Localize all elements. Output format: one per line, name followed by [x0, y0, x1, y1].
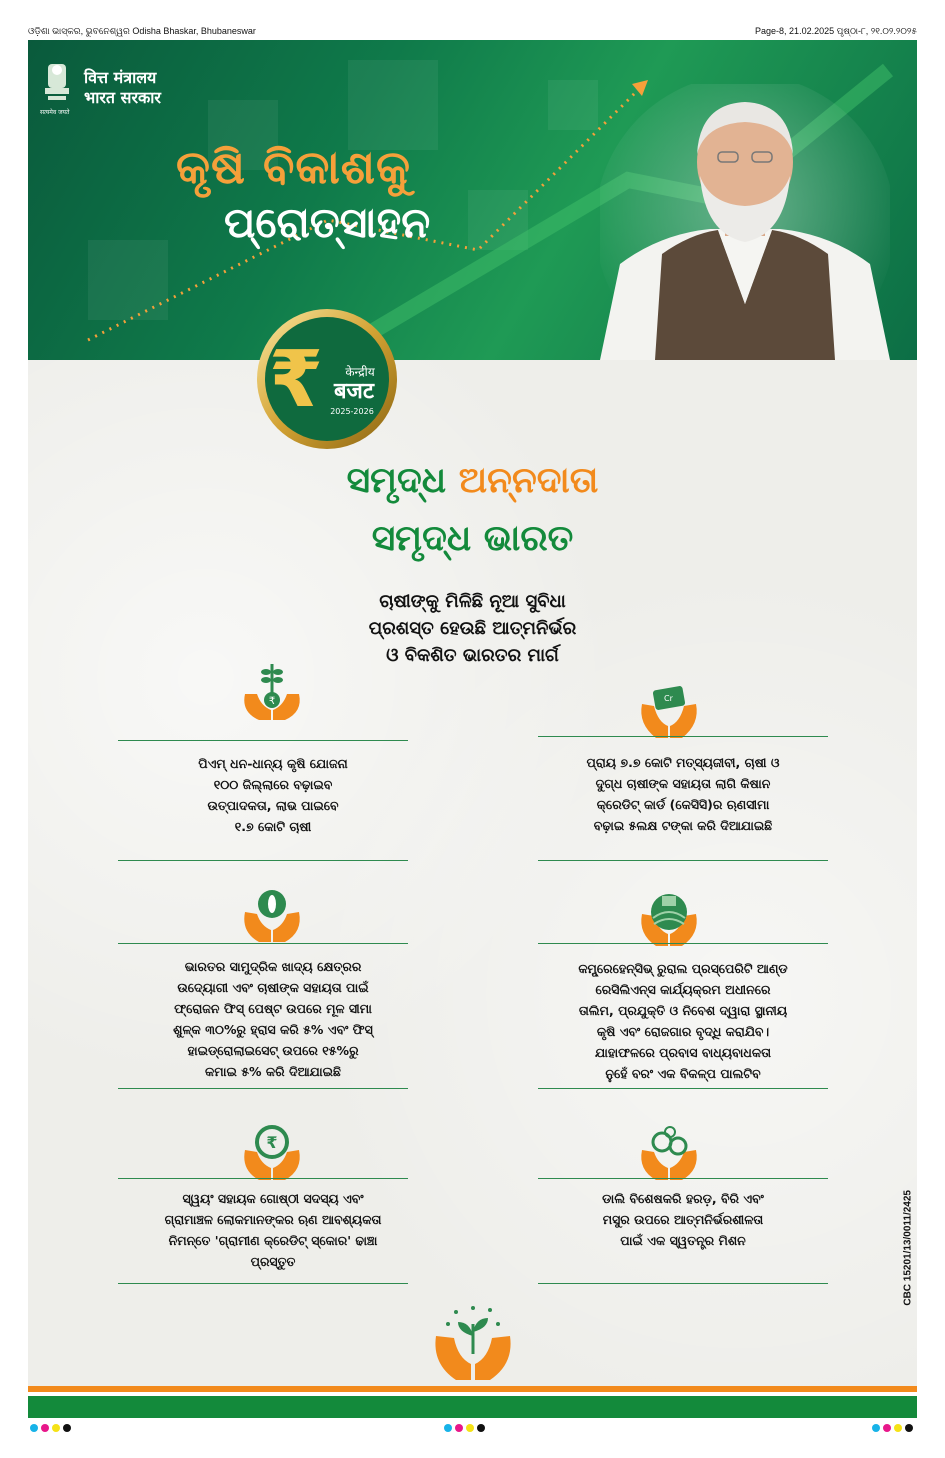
advertisement — [28, 40, 917, 1418]
divider — [538, 1088, 828, 1089]
svg-text:₹: ₹ — [266, 1133, 278, 1152]
budget-word: बजट — [334, 379, 374, 404]
budget-year: 2025-2026 — [330, 407, 374, 416]
budget-small-label: केन्द्रीय — [345, 365, 375, 379]
divider — [118, 1283, 408, 1284]
rupee-score-icon — [237, 1120, 307, 1182]
national-emblem-icon — [42, 58, 72, 106]
union-budget-badge — [256, 308, 398, 450]
divider — [538, 1283, 828, 1284]
tagline-line2: ସମୃଦ୍ଧ ଭାରତ — [371, 518, 574, 559]
newspaper-name: ଓଡ଼ିଶା ଭାସ୍କର, ଭୁବନେଶ୍ୱର Odisha Bhaskar, Bhubaneswar — [28, 26, 256, 36]
headline-line2: ପ୍ରୋତ୍ସାହନ — [224, 198, 431, 247]
divider — [538, 943, 828, 944]
svg-text:Cr: Cr — [664, 694, 673, 703]
wheat-rupee-icon — [237, 660, 307, 722]
svg-text:₹: ₹ — [268, 696, 276, 707]
item-text-6: ଡାଲି ବିଶେଷକରି ହରଡ଼, ବିରି ଏବଂ ମସୁର ଉପରେ ଆତ୍ମନିର୍ଭରଶୀଳତା ପାଇଁ ଏକ ସ୍ୱତନ୍ତ୍ର ମିଶନ — [602, 1191, 764, 1248]
tagline-line1: ସମୃଦ୍ଧ ଅନ୍ନଦାତା — [346, 460, 599, 501]
page-date: Page-8, 21.02.2025 ପୃଷ୍ଠା-୮, ୨୧.୦୨.୨୦୨୫ — [755, 26, 917, 36]
divider — [118, 943, 408, 944]
subtitle: ଚାଷୀଙ୍କୁ ମିଳିଛି ନୂଆ ସୁବିଧା ପ୍ରଶସ୍ତ ହେଉଛି ଆତ୍ମନିର୍ଭର ଓ ବିକଶିତ ଭାରତର ମାର୍ଗ — [368, 591, 577, 666]
registration-dots-right — [872, 1424, 913, 1432]
cbc-code: CBC 15201/13/0011/2425 — [903, 1190, 914, 1306]
ministry-name: वित्त मंत्रालय भारत सरकार — [84, 68, 161, 107]
farmland-icon — [634, 888, 704, 950]
newspaper-header — [28, 26, 917, 40]
fish-icon — [237, 882, 307, 944]
sapling-hands-icon — [428, 1302, 518, 1382]
divider — [118, 1178, 408, 1179]
divider — [118, 740, 408, 741]
registration-dots-left — [30, 1424, 71, 1432]
divider — [538, 736, 828, 737]
divider — [538, 1178, 828, 1179]
item-text-1: ପିଏମ୍ ଧନ-ଧାନ୍ୟ କୃଷି ଯୋଜନା ୧୦୦ ଜିଲ୍ଲାରେ ବଢ଼ାଇବ ଉତ୍ପାଦକତା, ଲାଭ ପାଇବେ ୧.୭ କୋଟି ଚାଷୀ — [198, 756, 348, 834]
divider — [538, 860, 828, 861]
green-stripe — [28, 1396, 917, 1418]
motto-text: सत्यमेव जयते — [40, 109, 70, 116]
item-text-4: କମ୍ପ୍ରେହେନ୍ସିଭ୍ ରୁରାଲ ପ୍ରସ୍ପେରିଟି ଆଣ୍ଡ ରେସିଲିଏନ୍ସ କାର୍ଯ୍ୟକ୍ରମ ଅଧୀନରେ ତାଲିମ, ପ୍ରଯୁକ୍ତି ଓ ନିବେଶ ଦ୍ୱାରା ସ୍ଥାନୀୟ କୃଷି ଏବଂ ରୋଜଗାର ବୃଦ୍ଧି କରାଯିବ। ଯାହାଫଳରେ ପ୍ରବାସ ବାଧ୍ୟବାଧକତା ନୁହେଁ ବରଂ ଏକ ବିକଳ୍ପ ପାଲଟିବ — [578, 961, 788, 1081]
top-banner — [28, 40, 917, 360]
rupee-symbol: ₹ — [268, 335, 324, 425]
item-text-2: ପ୍ରାୟ ୭.୭ କୋଟି ମତ୍ସ୍ୟଜୀବୀ, ଚାଷୀ ଓ ଦୁଗ୍ଧ ଚାଷୀଙ୍କ ସହାୟତା ଲାଗି କିଷାନ କ୍ରେଡିଟ୍ କାର୍ଡ (କେସିସି)ର ଋଣସୀମା ବଢ଼ାଇ ୫ଲକ୍ଷ ଟଙ୍କା କରି ଦିଆଯାଇଛି — [586, 755, 780, 833]
divider — [118, 860, 408, 861]
divider — [118, 1088, 408, 1089]
credit-card-icon — [634, 680, 704, 742]
item-text-5: ସ୍ୱୟଂ ସହାୟକ ଗୋଷ୍ଠୀ ସଦସ୍ୟ ଏବଂ ଗ୍ରାମାଞ୍ଚଳ ଲୋକମାନଙ୍କର ଋଣ ଆବଶ୍ୟକତା ନିମନ୍ତେ 'ଗ୍ରାମୀଣ କ୍ରେଡିଟ୍ ସ୍କୋର' ଢାଞ୍ଚା ପ୍ରସ୍ତୁତ — [164, 1191, 382, 1269]
pulses-icon — [634, 1120, 704, 1182]
item-text-3: ଭାରତର ସାମୁଦ୍ରିକ ଖାଦ୍ୟ କ୍ଷେତ୍ରର ଉଦ୍ୟୋଗୀ ଏବଂ ଚାଷୀଙ୍କ ସହାୟତା ପାଇଁ ଫ୍ରୋଜନ ଫିସ୍ ପେଷ୍ଟ ଉପରେ ମୂଳ ସୀମା ଶୁଳ୍କ ୩୦%ରୁ ହ୍ରାସ କରି ୫% ଏବଂ ଫିସ୍ ହାଇଡ୍ରୋଲାଇସେଟ୍ ଉପରେ ୧୫%ରୁ କମାଇ ୫% କରି ଦିଆଯାଇଛି — [173, 959, 373, 1079]
prime-minister-portrait — [600, 84, 890, 360]
registration-dots-center — [444, 1424, 485, 1432]
headline-line1: କୃଷି ବିକାଶକୁ — [176, 140, 412, 194]
